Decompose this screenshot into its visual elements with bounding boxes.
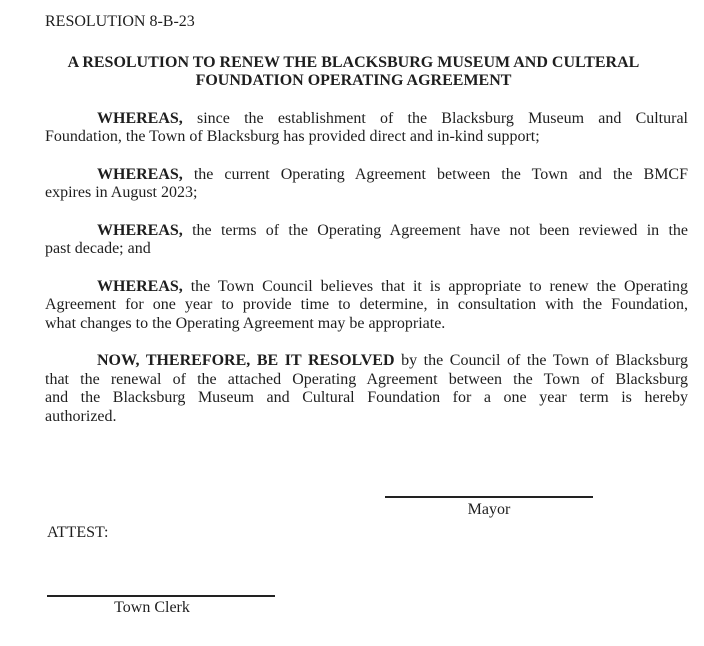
- whereas-paragraph-4: [45, 278, 688, 334]
- paragraph-line: Agreement for one year to provide time to determine, in consultation with the Foundation,: [45, 296, 688, 313]
- whereas-lead: WHEREAS,: [97, 109, 183, 127]
- paragraph-line: what changes to the Operating Agreement may be appropriate.: [45, 314, 446, 332]
- whereas-paragraph-2: [45, 166, 688, 203]
- resolved-paragraph: [45, 352, 688, 426]
- paragraph-text: the current Operating Agreement between the Town and the BMCF: [193, 165, 688, 183]
- paragraph-line: authorized.: [45, 407, 117, 425]
- whereas-lead: WHEREAS,: [97, 165, 183, 183]
- whereas-paragraph-1: [45, 110, 688, 147]
- whereas-lead: WHEREAS,: [97, 221, 183, 239]
- paragraph-text: by the Council of the Town of Blacksburg: [401, 352, 689, 369]
- resolution-title: [45, 54, 662, 91]
- paragraph-text: the terms of the Operating Agreement have not been reviewed in the: [192, 221, 689, 239]
- paragraph-line: [45, 222, 688, 241]
- clerk-signature-block: [47, 595, 275, 617]
- paragraph-line: past decade; and: [45, 240, 151, 257]
- paragraph-line: [45, 166, 688, 185]
- paragraph-line: [45, 278, 688, 297]
- paragraph-text: since the establishment of the Blacksburg Museum and Cultural: [197, 109, 689, 127]
- paragraph-text: the Town Council believes that it is appropriate to renew the Operating: [190, 277, 689, 295]
- resolved-lead: NOW, THEREFORE, BE IT RESOLVED: [97, 352, 395, 369]
- paragraph-line: that the renewal of the attached Operating Agreement between the Town of Blacksburg: [45, 370, 688, 388]
- attest-label: ATTEST:: [47, 524, 109, 541]
- paragraph-line: Foundation, the Town of Blacksburg has provided direct and in-kind support;: [45, 128, 540, 145]
- resolution-number: RESOLUTION 8-B-23: [45, 13, 195, 30]
- clerk-label: Town Clerk: [114, 598, 190, 616]
- resolution-title-line1: A RESOLUTION TO RENEW THE BLACKSBURG MUSEUM AND CULTERAL: [67, 53, 640, 71]
- mayor-label: Mayor: [467, 501, 511, 518]
- mayor-signature-block: [385, 496, 593, 519]
- paragraph-line: and the Blacksburg Museum and Cultural Foundation for a one year term is hereby: [45, 389, 688, 406]
- resolution-title-line2: FOUNDATION OPERATING AGREEMENT: [195, 72, 512, 89]
- paragraph-line: [45, 110, 688, 129]
- whereas-paragraph-3: [45, 222, 688, 259]
- paragraph-line: expires in August 2023;: [45, 184, 198, 201]
- paragraph-line: [45, 352, 688, 371]
- whereas-lead: WHEREAS,: [97, 277, 183, 295]
